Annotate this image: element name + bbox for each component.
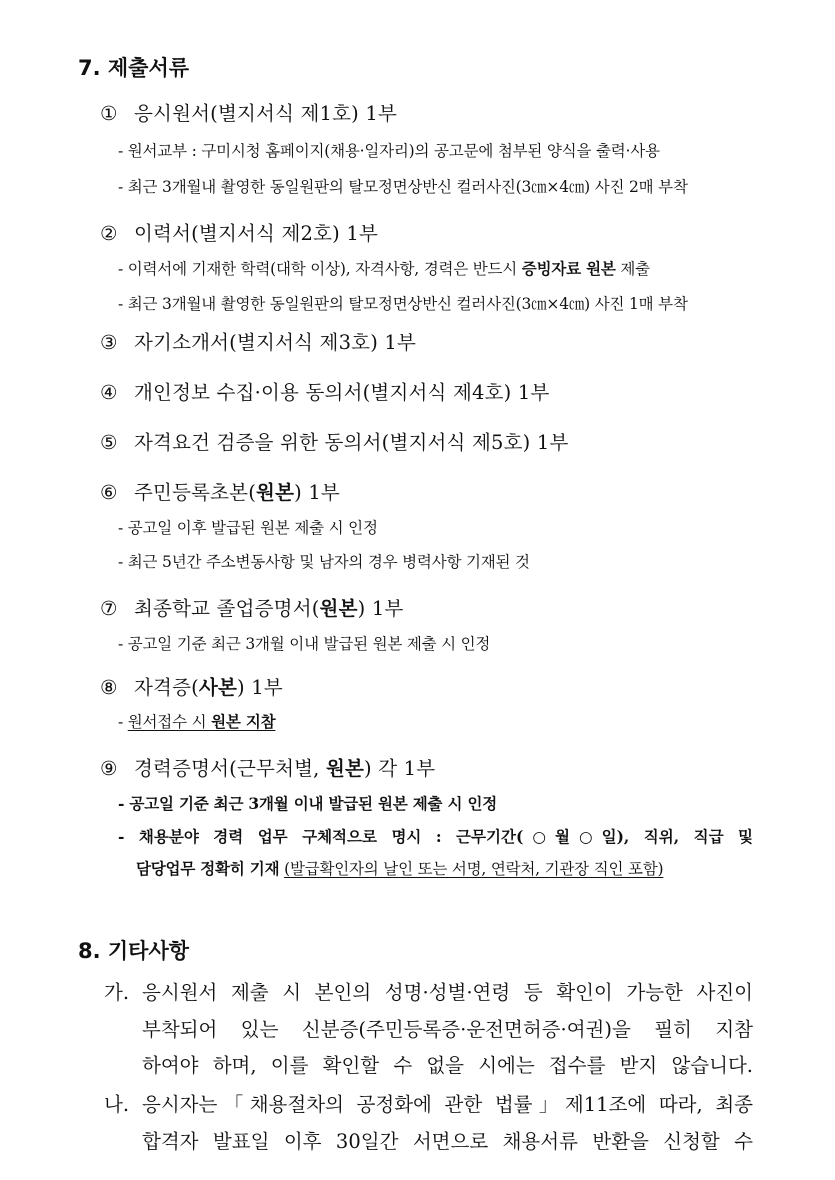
item-6-post: ) 1부 xyxy=(294,481,340,504)
ga-line-3: 하여야 하며, 이를 확인할 수 없을 시에는 접수를 받지 않습니다. xyxy=(142,1054,753,1077)
ga-line-1: 응시원서 제출 시 본인의 성명·성별·연령 등 확인이 가능한 사진이 xyxy=(142,981,753,1004)
item-6-pre: 주민등록초본( xyxy=(134,481,257,504)
item-2-number: ② xyxy=(100,222,118,245)
item-2-sub-1-post: 제출 xyxy=(615,260,650,278)
item-2 xyxy=(100,218,378,246)
item-4 xyxy=(100,377,550,405)
item-9-sub-2: - 채용분야 경력 업무 구체적으로 명시 : 근무기간(○월○일), 직위, 직급 및 xyxy=(118,827,753,846)
item-7-number: ⑦ xyxy=(100,597,118,620)
item-8-number: ⑧ xyxy=(100,676,118,699)
item-4-text: 개인정보 수집·이용 동의서(별지서식 제4호) 1부 xyxy=(134,381,550,404)
item-5 xyxy=(100,427,569,455)
item-1-text: 응시원서(별지서식 제1호) 1부 xyxy=(134,102,398,125)
section-7-title: 7. 제출서류 xyxy=(78,56,190,80)
item-8-sub-pre: 원서접수 시 xyxy=(127,713,212,731)
na-label: 나. xyxy=(104,1093,130,1116)
item-1-number: ① xyxy=(100,102,118,125)
item-9-sub-3-bold: 담당업무 정확히 기재 xyxy=(136,859,280,878)
item-6-number: ⑥ xyxy=(100,481,118,504)
item-5-text: 자격요건 검증을 위한 동의서(별지서식 제5호) 1부 xyxy=(134,431,569,454)
item-8-bold: 사본 xyxy=(198,676,237,699)
item-2-sub-1 xyxy=(118,257,650,279)
item-7-post: ) 1부 xyxy=(357,597,404,620)
ga-label: 가. xyxy=(104,981,130,1004)
item-9-post: ) 각 1부 xyxy=(364,757,436,780)
item-6 xyxy=(100,477,340,505)
item-8-sub-dash: - xyxy=(118,713,128,731)
item-2-sub-2: - 최근 3개월내 촬영한 동일원판의 탈모정면상반신 컬러사진(3㎝×4㎝) 사진 1매 부착 xyxy=(118,295,688,313)
item-3-text: 자기소개서(별지서식 제3호) 1부 xyxy=(134,331,417,354)
item-3 xyxy=(100,327,416,355)
item-8-sub-bold: 원본 지참 xyxy=(211,712,276,731)
item-8-post: ) 1부 xyxy=(237,676,283,699)
item-9-pre: 경력증명서(근무처별, xyxy=(134,757,326,780)
item-9 xyxy=(100,753,435,781)
item-7 xyxy=(100,593,403,621)
item-8 xyxy=(100,672,283,700)
item-6-sub-1: - 공고일 이후 발급된 원본 제출 시 인정 xyxy=(118,519,378,537)
item-8-sub-underlined xyxy=(128,713,276,731)
item-1-sub-1: - 원서교부 : 구미시청 홈페이지(채용·일자리)의 공고문에 첨부된 양식을 출력·사용 xyxy=(118,142,660,160)
item-2-text: 이력서(별지서식 제2호) 1부 xyxy=(134,222,378,245)
item-6-bold: 원본 xyxy=(256,481,295,504)
item-9-sub-3 xyxy=(136,857,663,879)
item-3-number: ③ xyxy=(100,331,118,354)
ga-line-2: 부착되어 있는 신분증(주민등록증·운전면허증·여권)을 필히 지참 xyxy=(142,1018,753,1041)
item-7-pre: 최종학교 졸업증명서( xyxy=(134,597,320,620)
item-7-sub-1: - 공고일 기준 최근 3개월 이내 발급된 원본 제출 시 인정 xyxy=(118,635,491,653)
item-8-pre: 자격증( xyxy=(134,676,199,699)
item-2-sub-1-bold: 증빙자료 원본 xyxy=(521,259,616,278)
item-4-number: ④ xyxy=(100,381,118,404)
section-8-title: 8. 기타사항 xyxy=(78,939,190,963)
na-line-1: 응시자는「채용절차의 공정화에 관한 법률」제11조에 따라, 최종 xyxy=(142,1093,753,1116)
item-6-sub-2: - 최근 5년간 주소변동사항 및 남자의 경우 병력사항 기재된 것 xyxy=(118,553,530,571)
item-2-sub-1-pre: - 이력서에 기재한 학력(대학 이상), 자격사항, 경력은 반드시 xyxy=(118,260,522,278)
item-9-bold: 원본 xyxy=(325,757,365,780)
item-9-number: ⑨ xyxy=(100,757,118,780)
item-7-bold: 원본 xyxy=(319,597,358,620)
na-line-2: 합격자 발표일 이후 30일간 서면으로 채용서류 반환을 신청할 수 xyxy=(142,1130,753,1153)
item-5-number: ⑤ xyxy=(100,431,118,454)
item-1-sub-2: - 최근 3개월내 촬영한 동일원판의 탈모정면상반신 컬러사진(3㎝×4㎝) 사진 2매 부착 xyxy=(118,178,688,196)
item-8-sub-1 xyxy=(118,710,275,732)
item-9-sub-1: - 공고일 기준 최근 3개월 이내 발급된 원본 제출 시 인정 xyxy=(118,794,498,813)
item-1 xyxy=(100,98,397,126)
item-9-sub-3-note: (발급확인자의 날인 또는 서명, 연락처, 기관장 직인 포함) xyxy=(284,860,664,878)
